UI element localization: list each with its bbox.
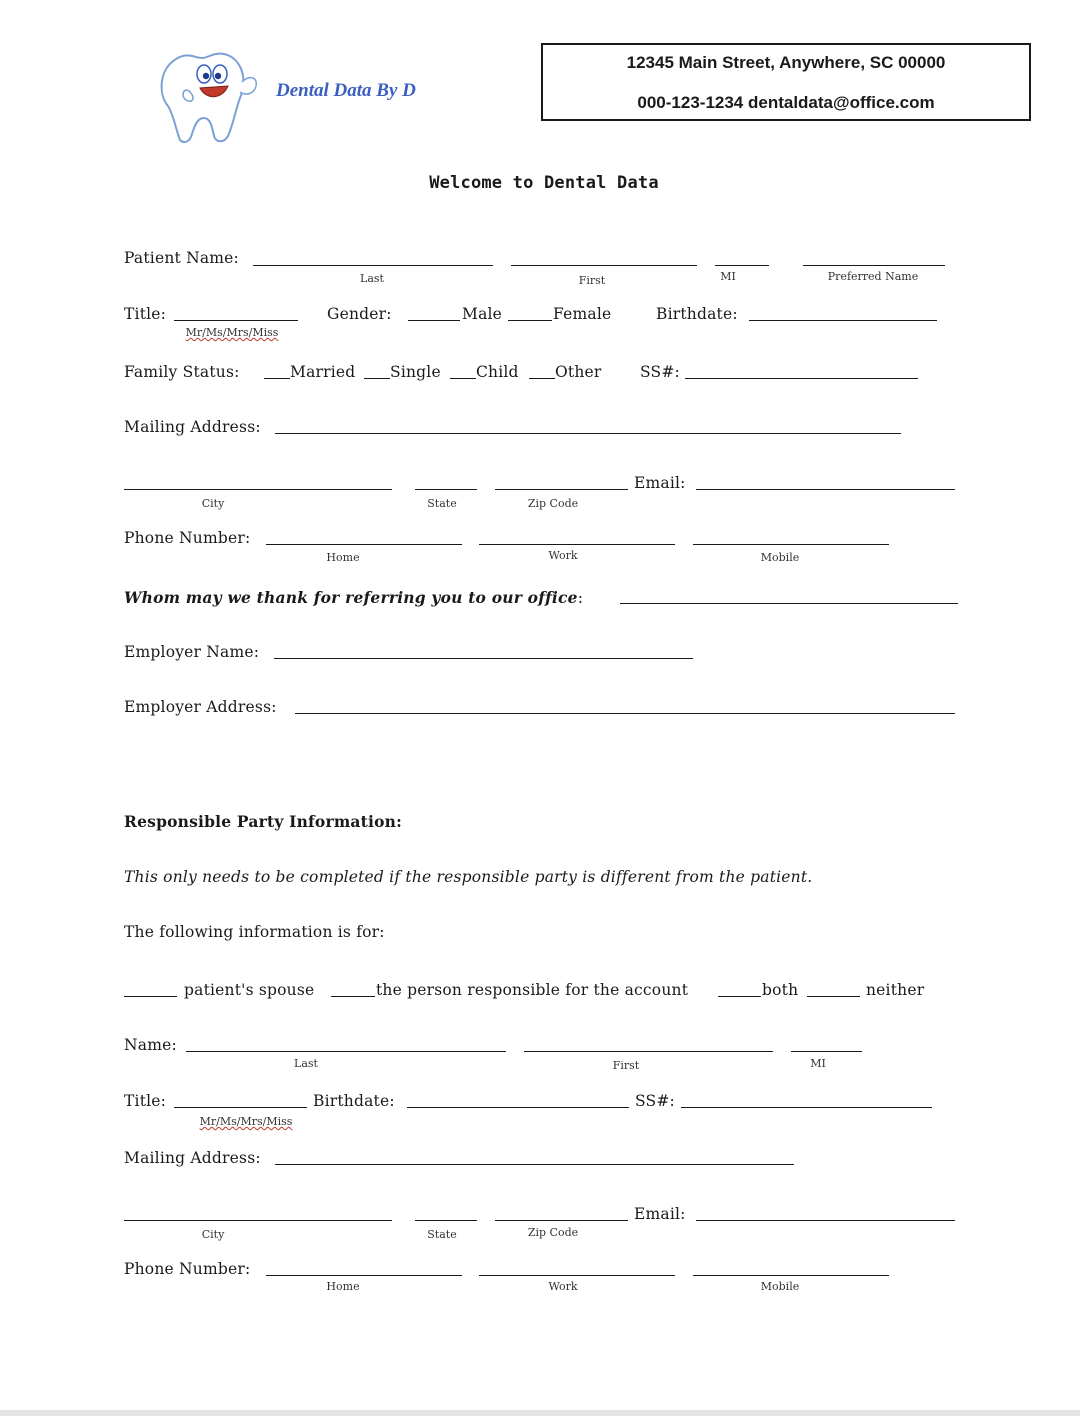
other-label: Other (555, 363, 602, 381)
rp-mobile-phone-field[interactable] (693, 1275, 889, 1276)
patient-name-label: Patient Name: (124, 249, 239, 267)
rp-mailing-field[interactable] (275, 1164, 794, 1165)
rp-city-field[interactable] (124, 1220, 392, 1221)
title-field[interactable] (174, 320, 298, 321)
rp-home-phone-field[interactable] (266, 1275, 462, 1276)
home-phone-field[interactable] (266, 544, 462, 545)
single-label: Single (390, 363, 441, 381)
responsible-heading: Responsible Party Information: (124, 812, 403, 831)
rp-birthdate-field[interactable] (407, 1107, 629, 1108)
ss-field[interactable] (685, 378, 918, 379)
rp-mi-caption: MI (810, 1057, 826, 1070)
rp-work-caption: Work (548, 1280, 578, 1293)
preferred-name-caption: Preferred Name (827, 270, 919, 283)
referral-question: Whom may we thank for referring you to our office (124, 588, 578, 607)
patient-first-name-field[interactable] (511, 265, 697, 266)
rp-email-label: Email: (634, 1205, 686, 1223)
married-checkbox[interactable] (264, 378, 290, 379)
gender-label: Gender: (327, 305, 392, 323)
tooth-mascot-icon (150, 44, 270, 146)
patient-mi-field[interactable] (715, 265, 769, 266)
office-contact: 000-123-1234 dentaldata@office.com (637, 93, 935, 112)
title-label: Title: (124, 305, 167, 323)
rp-title-field[interactable] (174, 1107, 307, 1108)
patient-preferred-name-field[interactable] (803, 265, 945, 266)
female-label: Female (553, 305, 612, 323)
married-label: Married (290, 363, 356, 381)
rp-phone-label: Phone Number: (124, 1260, 251, 1278)
mobile-phone-field[interactable] (693, 544, 889, 545)
rp-zip-field[interactable] (495, 1220, 628, 1221)
page-edge (0, 1410, 1080, 1416)
mobile-caption: Mobile (760, 551, 800, 564)
last-caption: Last (360, 272, 384, 285)
referral-label (124, 588, 583, 607)
rp-ss-field[interactable] (681, 1107, 932, 1108)
neither-checkbox[interactable] (807, 996, 860, 997)
contact-box (541, 43, 1031, 121)
patient-last-name-field[interactable] (253, 265, 493, 266)
referral-colon: : (577, 589, 584, 607)
page-title: Welcome to Dental Data (429, 173, 659, 193)
employer-address-field[interactable] (295, 713, 955, 714)
city-field[interactable] (124, 489, 392, 490)
brand-name: Dental Data By D (276, 80, 416, 101)
info-for-label: The following information is for: (124, 923, 385, 941)
title-hint: Mr/Ms/Mrs/Miss (185, 326, 279, 339)
rp-mobile-caption: Mobile (760, 1280, 800, 1293)
both-checkbox[interactable] (718, 996, 761, 997)
rp-mailing-label: Mailing Address: (124, 1149, 261, 1167)
female-checkbox[interactable] (508, 320, 552, 321)
account-person-label: the person responsible for the account (376, 981, 689, 999)
rp-name-label: Name: (124, 1036, 177, 1054)
zip-caption: Zip Code (527, 497, 579, 510)
child-label: Child (476, 363, 519, 381)
email-label: Email: (634, 474, 686, 492)
mailing-address-label: Mailing Address: (124, 418, 261, 436)
birthdate-field[interactable] (749, 320, 937, 321)
rp-state-field[interactable] (415, 1220, 477, 1221)
mailing-address-field[interactable] (275, 433, 901, 434)
rp-last-name-field[interactable] (186, 1051, 506, 1052)
zip-field[interactable] (495, 489, 628, 490)
state-caption: State (427, 497, 457, 510)
home-caption: Home (326, 551, 360, 564)
rp-first-caption: First (612, 1059, 640, 1072)
neither-label: neither (866, 981, 925, 999)
rp-title-label: Title: (124, 1092, 167, 1110)
rp-first-name-field[interactable] (524, 1051, 773, 1052)
rp-ss-label: SS#: (635, 1092, 675, 1110)
birthdate-label: Birthdate: (656, 305, 738, 323)
spouse-label: patient's spouse (184, 981, 315, 999)
first-caption: First (578, 274, 606, 287)
other-checkbox[interactable] (529, 378, 555, 379)
email-field[interactable] (696, 489, 955, 490)
state-field[interactable] (415, 489, 477, 490)
employer-name-field[interactable] (274, 658, 693, 659)
single-checkbox[interactable] (364, 378, 390, 379)
work-caption: Work (548, 549, 578, 562)
male-checkbox[interactable] (408, 320, 460, 321)
rp-state-caption: State (427, 1228, 457, 1241)
rp-email-field[interactable] (696, 1220, 955, 1221)
family-status-label: Family Status: (124, 363, 240, 381)
rp-home-caption: Home (326, 1280, 360, 1293)
rp-city-caption: City (201, 1228, 225, 1241)
spouse-checkbox[interactable] (124, 996, 177, 997)
rp-birthdate-label: Birthdate: (313, 1092, 395, 1110)
mi-caption: MI (720, 270, 736, 283)
rp-zip-caption: Zip Code (527, 1226, 579, 1239)
rp-work-phone-field[interactable] (479, 1275, 675, 1276)
employer-name-label: Employer Name: (124, 643, 260, 661)
referral-field[interactable] (620, 603, 958, 604)
both-label: both (762, 981, 799, 999)
phone-label: Phone Number: (124, 529, 251, 547)
child-checkbox[interactable] (450, 378, 476, 379)
office-address: 12345 Main Street, Anywhere, SC 00000 (626, 53, 946, 72)
account-person-checkbox[interactable] (331, 996, 375, 997)
male-label: Male (462, 305, 503, 323)
rp-title-hint: Mr/Ms/Mrs/Miss (199, 1115, 293, 1128)
rp-mi-field[interactable] (791, 1051, 862, 1052)
rp-last-caption: Last (294, 1057, 318, 1070)
responsible-note: This only needs to be completed if the responsible party is different from the patient. (124, 868, 813, 886)
employer-address-label: Employer Address: (124, 698, 277, 716)
ss-label: SS#: (640, 363, 680, 381)
work-phone-field[interactable] (479, 544, 675, 545)
city-caption: City (201, 497, 225, 510)
